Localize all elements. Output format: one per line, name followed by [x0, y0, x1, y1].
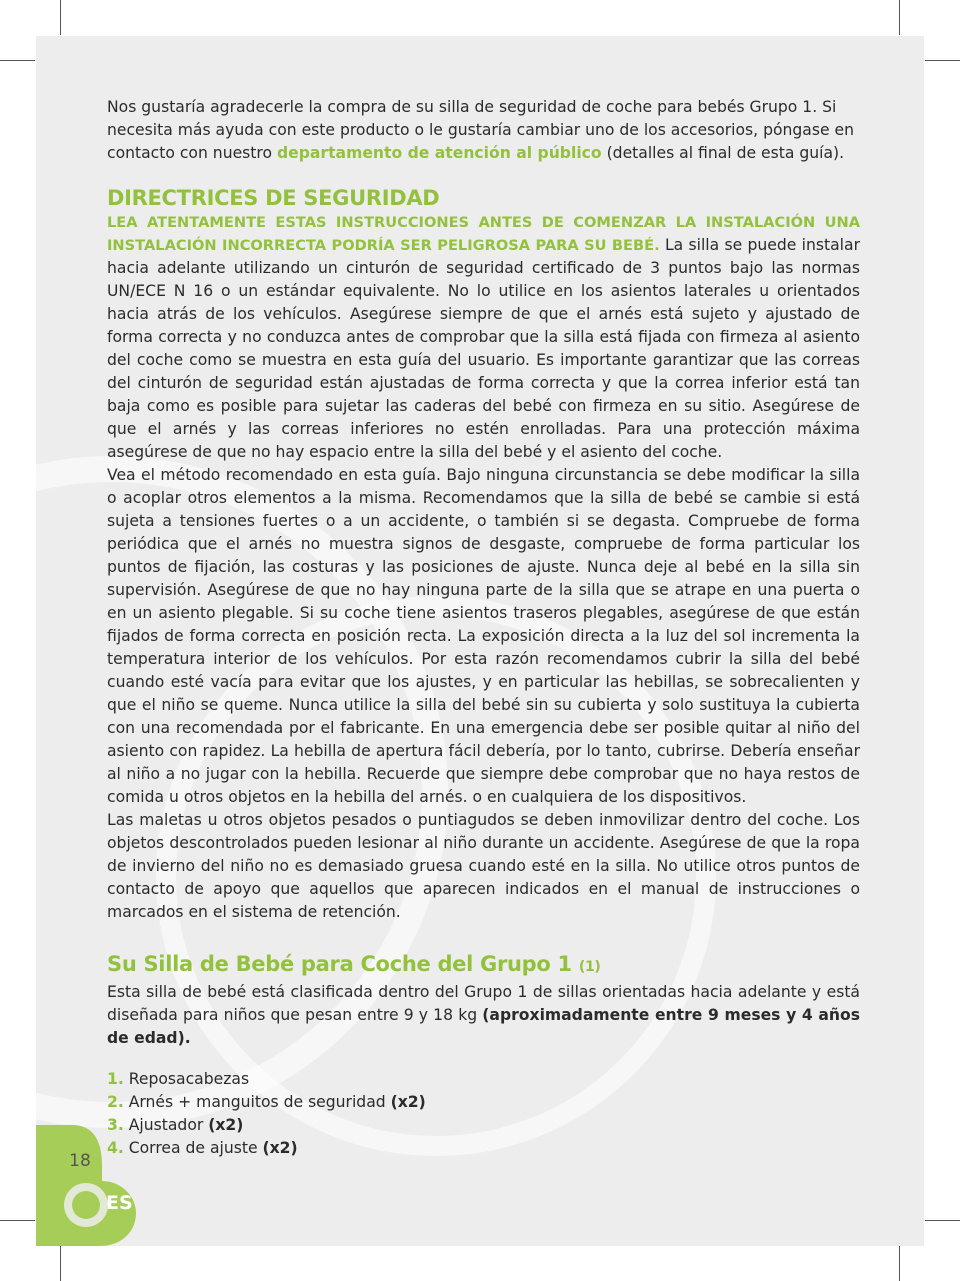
safety-heading: DIRECTRICES DE SEGURIDAD — [107, 186, 440, 210]
list-item — [107, 1137, 860, 1160]
intro-paragraph — [107, 96, 860, 165]
crop-mark — [925, 1220, 960, 1221]
group-age-range: (aproximadamente entre 9 meses y 4 años de edad). — [107, 1006, 861, 1047]
group-description — [107, 981, 860, 1050]
safety-paragraph-3: Las maletas u otros objetos pesados o puntiagudos se deben inmovilizar dentro del coche. Los objetos descontrolados pueden lesionar al niño durante un accidente. Asegúrese de que la ropa de invierno del niño no es demasiado gruesa cuando esté en la silla. No utilice otros puntos de contacto de apoyo que aquellos que aparecen indicados en el manual de instrucciones o marcados en el sistema de retención. — [107, 811, 860, 921]
safety-paragraph-2: Vea el método recomendado en esta guía. Bajo ninguna circunstancia se debe modificar la silla o acoplar otros elementos a la misma. Recomendamos que la silla de bebé se cambie si está sujeta a tensiones fuertes o a un accidente, o también si se degasta. Compruebe de forma periódica que el arnés no muestra signos de desgaste, compruebe de forma particular los puntos de fijación, las costuras y las posiciones de ajuste. Nunca deje al bebé en la silla sin supervisión. Asegúrese de que no hay ninguna parte de la silla que se atrape en una puerta o en un asiento plegable. Si su coche tiene asientos traseros plegables, asegúrese de que están fijados de forma correcta en posición recta. La exposición directa a la luz del sol incrementa la temperatura interior de los vehículos. Por esta razón recomendamos cubrir la silla del bebé cuando esté vacía para evitar que los ajustes, y en particular las hebillas, se sobrecalienten y que el niño se queme. Nunca utilice la silla del bebé sin su cubierta y solo sustituya la cubierta con una recomendada por el fabricante. En una emergencia debe ser posible quitar al niño del asiento con rapidez. La hebilla de apertura fácil debería, por lo tanto, cubrirse. Debería enseñar al niño a no jugar con la hebilla. Recuerde que siempre debe comprobar que no haya restos de comida u otros objetos en la hebilla del arnés. o en cualquiera de los dispositivos. — [107, 466, 860, 806]
list-item-qty: (x2) — [262, 1139, 298, 1157]
list-item — [107, 1114, 860, 1137]
language-code: ES — [106, 1192, 133, 1214]
badge-inner-circle — [72, 1191, 100, 1219]
list-item — [107, 1068, 860, 1091]
page-number: 18 — [69, 1151, 91, 1171]
group-desc-text: Esta silla de bebé está clasificada dentro del Grupo 1 de sillas orientadas hacia adelante y está diseñada para niños que pesan entre 9 y 18 kg — [107, 983, 860, 1024]
list-item-number: 4. — [107, 1139, 124, 1157]
safety-body: La silla se puede instalar hacia adelante utilizando un cinturón de seguridad certificado de 3 puntos bajo las normas UN/ECE N 16 o un estándar equivalente. No lo utilice en los asientos laterales u orientados hacia atrás de los vehículos. Asegúrese siempre de que el arnés está sujeto y ajustado de forma correcta y no conduzca antes de comprobar que la silla está fijada con firmeza al asiento del coche como se muestra en esta guía del usuario. Es importante garantizar que las correas del cinturón de seguridad están ajustadas de forma correcta y que la correa inferior está tan baja como es posible para sujetar las caderas del bebé con firmeza en su sitio. Asegúrese de que el arnés y las correas inferiores no estén enrolladas. Para una protección máxima asegúrese de que no hay espacio entre la silla del bebé y el asiento del coche. — [107, 236, 860, 461]
list-item-label: Ajustador — [128, 1116, 209, 1134]
list-item-number: 3. — [107, 1116, 124, 1134]
crop-mark — [899, 0, 900, 35]
crop-mark — [60, 1246, 61, 1281]
crop-mark — [0, 60, 35, 61]
crop-mark — [925, 60, 960, 61]
page-number-badge — [36, 1125, 136, 1246]
list-item — [107, 1091, 860, 1114]
page-content — [107, 96, 860, 1160]
list-item-number: 2. — [107, 1093, 124, 1111]
crop-mark — [60, 0, 61, 35]
safety-paragraph — [107, 211, 860, 464]
list-item-number: 1. — [107, 1070, 124, 1088]
list-item-label: Reposacabezas — [128, 1070, 250, 1088]
parts-list — [107, 1068, 860, 1160]
crop-mark — [899, 1246, 900, 1281]
group-heading-text: Su Silla de Bebé para Coche del Grupo 1 — [107, 952, 572, 976]
list-item-qty: (x2) — [208, 1116, 244, 1134]
intro-text-end: (detalles al final de esta guía). — [601, 144, 845, 162]
group-heading — [107, 950, 860, 981]
list-item-label: Correa de ajuste — [128, 1139, 263, 1157]
intro-text: Nos gustaría agradecerle la compra de su silla de seguridad de coche para bebés Grupo 1. Si necesita más ayuda con este producto o le gustaría cambiar uno de los accesorios, póngase en contacto con nuestro — [107, 98, 855, 162]
customer-service-highlight: departamento de atención al público — [276, 144, 602, 162]
list-item-label: Arnés + manguitos de seguridad — [128, 1093, 391, 1111]
group-heading-note: (1) — [578, 959, 601, 975]
safety-warning: LEA ATENTAMENTE ESTAS INSTRUCCIONES ANTES DE COMENZAR LA INSTALACIÓN UNA INSTALACIÓN INCORRECTA PODRÍA SER PELIGROSA PARA SU BEBÉ. — [107, 214, 860, 254]
list-item-qty: (x2) — [390, 1093, 426, 1111]
crop-mark — [0, 1220, 35, 1221]
